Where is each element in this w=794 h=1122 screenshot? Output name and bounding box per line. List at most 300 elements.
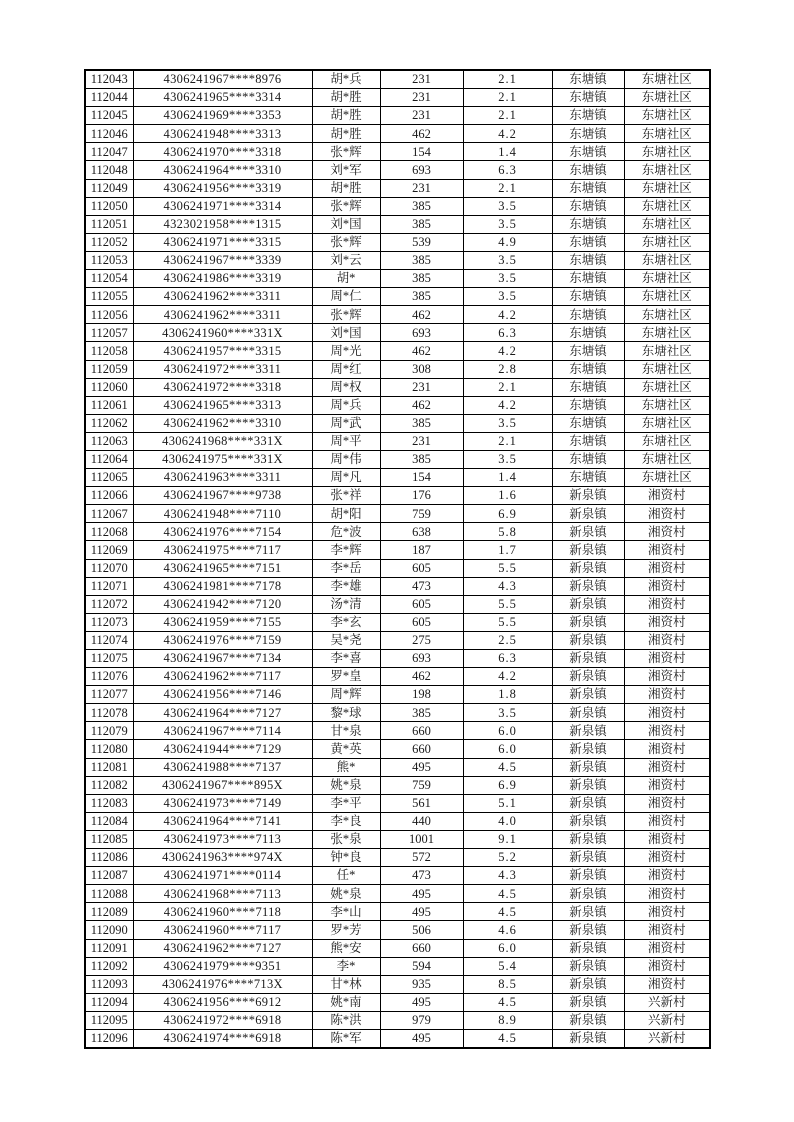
cell-rate: 2.8	[463, 360, 552, 378]
cell-amount: 462	[380, 342, 463, 360]
cell-amount: 231	[380, 107, 463, 125]
cell-serial-number: 112070	[85, 559, 133, 577]
table-row	[85, 360, 710, 378]
cell-serial-number: 112065	[85, 469, 133, 487]
table-row	[85, 993, 710, 1011]
cell-village: 东塘社区	[624, 324, 710, 342]
cell-id-number-masked: 4306241957****3315	[133, 342, 312, 360]
table-row	[85, 740, 710, 758]
cell-amount: 231	[380, 432, 463, 450]
cell-rate: 6.3	[463, 650, 552, 668]
cell-id-number-masked: 4306241960****331X	[133, 324, 312, 342]
cell-name-masked: 张*辉	[312, 306, 380, 324]
cell-amount: 759	[380, 505, 463, 523]
table-row	[85, 89, 710, 107]
cell-rate: 5.1	[463, 794, 552, 812]
cell-town: 东塘镇	[552, 125, 624, 143]
cell-id-number-masked: 4306241972****3318	[133, 378, 312, 396]
cell-village: 东塘社区	[624, 432, 710, 450]
cell-rate: 4.5	[463, 993, 552, 1011]
cell-village: 湘资村	[624, 812, 710, 830]
table-row	[85, 849, 710, 867]
cell-id-number-masked: 4306241975****7117	[133, 541, 312, 559]
table-row	[85, 939, 710, 957]
table-row	[85, 722, 710, 740]
cell-amount: 935	[380, 975, 463, 993]
cell-amount: 275	[380, 631, 463, 649]
cell-town: 东塘镇	[552, 270, 624, 288]
table-row	[85, 432, 710, 450]
cell-town: 新泉镇	[552, 758, 624, 776]
cell-rate: 4.5	[463, 758, 552, 776]
table-row	[85, 613, 710, 631]
cell-rate: 4.3	[463, 577, 552, 595]
cell-serial-number: 112059	[85, 360, 133, 378]
cell-town: 新泉镇	[552, 487, 624, 505]
cell-amount: 979	[380, 1011, 463, 1029]
cell-id-number-masked: 4306241976****7159	[133, 631, 312, 649]
cell-serial-number: 112056	[85, 306, 133, 324]
cell-id-number-masked: 4306241964****3310	[133, 161, 312, 179]
cell-id-number-masked: 4306241969****3353	[133, 107, 312, 125]
cell-amount: 495	[380, 758, 463, 776]
cell-town: 新泉镇	[552, 686, 624, 704]
table-row	[85, 704, 710, 722]
cell-name-masked: 周*权	[312, 378, 380, 396]
cell-town: 东塘镇	[552, 215, 624, 233]
cell-amount: 385	[380, 270, 463, 288]
cell-name-masked: 甘*泉	[312, 722, 380, 740]
cell-rate: 5.5	[463, 559, 552, 577]
cell-town: 新泉镇	[552, 505, 624, 523]
cell-rate: 6.0	[463, 740, 552, 758]
cell-rate: 2.5	[463, 631, 552, 649]
cell-amount: 561	[380, 794, 463, 812]
cell-rate: 1.4	[463, 143, 552, 161]
cell-town: 新泉镇	[552, 1011, 624, 1029]
cell-village: 湘资村	[624, 686, 710, 704]
cell-town: 东塘镇	[552, 70, 624, 89]
cell-rate: 5.2	[463, 849, 552, 867]
cell-name-masked: 黎*球	[312, 704, 380, 722]
cell-serial-number: 112095	[85, 1011, 133, 1029]
cell-amount: 660	[380, 939, 463, 957]
cell-rate: 2.1	[463, 179, 552, 197]
cell-rate: 8.5	[463, 975, 552, 993]
table-row	[85, 251, 710, 269]
cell-serial-number: 112051	[85, 215, 133, 233]
table-row	[85, 975, 710, 993]
table-row	[85, 686, 710, 704]
cell-amount: 385	[380, 704, 463, 722]
cell-village: 东塘社区	[624, 233, 710, 251]
cell-village: 湘资村	[624, 957, 710, 975]
cell-village: 湘资村	[624, 903, 710, 921]
cell-town: 新泉镇	[552, 830, 624, 848]
cell-amount: 231	[380, 179, 463, 197]
cell-town: 东塘镇	[552, 342, 624, 360]
cell-town: 东塘镇	[552, 143, 624, 161]
cell-amount: 473	[380, 577, 463, 595]
cell-rate: 2.1	[463, 378, 552, 396]
cell-id-number-masked: 4306241968****7113	[133, 885, 312, 903]
cell-id-number-masked: 4306241970****3318	[133, 143, 312, 161]
cell-village: 东塘社区	[624, 396, 710, 414]
cell-id-number-masked: 4306241948****7110	[133, 505, 312, 523]
cell-serial-number: 112075	[85, 650, 133, 668]
cell-village: 东塘社区	[624, 288, 710, 306]
cell-serial-number: 112081	[85, 758, 133, 776]
cell-town: 新泉镇	[552, 903, 624, 921]
cell-village: 湘资村	[624, 541, 710, 559]
cell-amount: 385	[380, 251, 463, 269]
cell-name-masked: 李*玄	[312, 613, 380, 631]
cell-id-number-masked: 4306241948****3313	[133, 125, 312, 143]
cell-id-number-masked: 4306241956****7146	[133, 686, 312, 704]
cell-name-masked: 熊*	[312, 758, 380, 776]
table-row	[85, 342, 710, 360]
cell-name-masked: 胡*胜	[312, 89, 380, 107]
cell-village: 湘资村	[624, 794, 710, 812]
cell-amount: 572	[380, 849, 463, 867]
cell-village: 湘资村	[624, 704, 710, 722]
cell-serial-number: 112050	[85, 197, 133, 215]
cell-town: 新泉镇	[552, 812, 624, 830]
cell-rate: 3.5	[463, 450, 552, 468]
cell-village: 湘资村	[624, 631, 710, 649]
cell-name-masked: 李*雄	[312, 577, 380, 595]
cell-serial-number: 112063	[85, 432, 133, 450]
cell-id-number-masked: 4306241973****7149	[133, 794, 312, 812]
cell-id-number-masked: 4306241986****3319	[133, 270, 312, 288]
cell-name-masked: 李*喜	[312, 650, 380, 668]
cell-village: 东塘社区	[624, 89, 710, 107]
cell-village: 湘资村	[624, 650, 710, 668]
cell-name-masked: 张*辉	[312, 233, 380, 251]
cell-serial-number: 112078	[85, 704, 133, 722]
cell-name-masked: 周*仁	[312, 288, 380, 306]
cell-town: 新泉镇	[552, 885, 624, 903]
cell-serial-number: 112091	[85, 939, 133, 957]
table-row	[85, 595, 710, 613]
cell-rate: 1.6	[463, 487, 552, 505]
cell-id-number-masked: 4306241976****7154	[133, 523, 312, 541]
cell-name-masked: 李*	[312, 957, 380, 975]
cell-id-number-masked: 4306241965****7151	[133, 559, 312, 577]
cell-id-number-masked: 4306241976****713X	[133, 975, 312, 993]
cell-amount: 495	[380, 885, 463, 903]
cell-rate: 1.8	[463, 686, 552, 704]
cell-name-masked: 汤*清	[312, 595, 380, 613]
cell-name-masked: 周*红	[312, 360, 380, 378]
cell-town: 新泉镇	[552, 722, 624, 740]
cell-id-number-masked: 4306241967****7114	[133, 722, 312, 740]
cell-name-masked: 胡*胜	[312, 125, 380, 143]
cell-village: 湘资村	[624, 577, 710, 595]
cell-town: 新泉镇	[552, 849, 624, 867]
table-row	[85, 505, 710, 523]
cell-serial-number: 112061	[85, 396, 133, 414]
table-row	[85, 324, 710, 342]
cell-rate: 3.5	[463, 414, 552, 432]
table-row	[85, 921, 710, 939]
cell-serial-number: 112089	[85, 903, 133, 921]
cell-town: 东塘镇	[552, 469, 624, 487]
cell-serial-number: 112048	[85, 161, 133, 179]
cell-village: 兴新村	[624, 1011, 710, 1029]
cell-amount: 506	[380, 921, 463, 939]
cell-serial-number: 112079	[85, 722, 133, 740]
cell-town: 新泉镇	[552, 1029, 624, 1048]
cell-amount: 154	[380, 143, 463, 161]
cell-name-masked: 罗*芳	[312, 921, 380, 939]
table-row	[85, 396, 710, 414]
cell-town: 东塘镇	[552, 396, 624, 414]
cell-village: 湘资村	[624, 830, 710, 848]
cell-serial-number: 112088	[85, 885, 133, 903]
cell-name-masked: 姚*泉	[312, 885, 380, 903]
cell-rate: 6.0	[463, 722, 552, 740]
cell-town: 新泉镇	[552, 541, 624, 559]
cell-serial-number: 112054	[85, 270, 133, 288]
cell-town: 新泉镇	[552, 577, 624, 595]
cell-amount: 154	[380, 469, 463, 487]
table-row	[85, 559, 710, 577]
cell-rate: 4.2	[463, 396, 552, 414]
cell-serial-number: 112096	[85, 1029, 133, 1048]
cell-amount: 495	[380, 993, 463, 1011]
cell-amount: 693	[380, 324, 463, 342]
cell-id-number-masked: 4306241972****6918	[133, 1011, 312, 1029]
cell-rate: 2.1	[463, 70, 552, 89]
cell-rate: 2.1	[463, 432, 552, 450]
cell-serial-number: 112043	[85, 70, 133, 89]
cell-name-masked: 吴*尧	[312, 631, 380, 649]
cell-town: 东塘镇	[552, 432, 624, 450]
cell-village: 湘资村	[624, 885, 710, 903]
cell-rate: 6.9	[463, 776, 552, 794]
cell-town: 东塘镇	[552, 233, 624, 251]
cell-id-number-masked: 4306241965****3314	[133, 89, 312, 107]
cell-village: 兴新村	[624, 993, 710, 1011]
cell-id-number-masked: 4306241967****3339	[133, 251, 312, 269]
cell-town: 新泉镇	[552, 794, 624, 812]
cell-village: 东塘社区	[624, 143, 710, 161]
table-row	[85, 903, 710, 921]
cell-id-number-masked: 4306241967****895X	[133, 776, 312, 794]
cell-amount: 660	[380, 722, 463, 740]
table-body	[85, 70, 710, 1048]
cell-town: 新泉镇	[552, 559, 624, 577]
table-row	[85, 1029, 710, 1048]
cell-village: 湘资村	[624, 939, 710, 957]
cell-town: 新泉镇	[552, 650, 624, 668]
cell-name-masked: 甘*林	[312, 975, 380, 993]
cell-name-masked: 胡*胜	[312, 107, 380, 125]
cell-name-masked: 李*辉	[312, 541, 380, 559]
cell-town: 东塘镇	[552, 324, 624, 342]
table-row	[85, 197, 710, 215]
cell-name-masked: 熊*安	[312, 939, 380, 957]
cell-id-number-masked: 4306241962****3311	[133, 306, 312, 324]
table-row	[85, 776, 710, 794]
cell-rate: 4.9	[463, 233, 552, 251]
cell-id-number-masked: 4323021958****1315	[133, 215, 312, 233]
cell-serial-number: 112073	[85, 613, 133, 631]
cell-amount: 462	[380, 396, 463, 414]
cell-serial-number: 112085	[85, 830, 133, 848]
cell-name-masked: 罗*皇	[312, 668, 380, 686]
cell-amount: 198	[380, 686, 463, 704]
cell-village: 湘资村	[624, 595, 710, 613]
cell-amount: 605	[380, 559, 463, 577]
cell-amount: 176	[380, 487, 463, 505]
cell-name-masked: 张*泉	[312, 830, 380, 848]
cell-town: 东塘镇	[552, 107, 624, 125]
cell-name-masked: 任*	[312, 867, 380, 885]
cell-serial-number: 112053	[85, 251, 133, 269]
table-row	[85, 523, 710, 541]
cell-id-number-masked: 4306241964****7141	[133, 812, 312, 830]
cell-id-number-masked: 4306241968****331X	[133, 432, 312, 450]
table-row	[85, 867, 710, 885]
cell-id-number-masked: 4306241971****3314	[133, 197, 312, 215]
cell-rate: 3.5	[463, 197, 552, 215]
cell-name-masked: 李*岳	[312, 559, 380, 577]
cell-village: 湘资村	[624, 921, 710, 939]
cell-id-number-masked: 4306241971****0114	[133, 867, 312, 885]
cell-rate: 6.3	[463, 161, 552, 179]
cell-village: 湘资村	[624, 758, 710, 776]
table-row	[85, 668, 710, 686]
table-row	[85, 179, 710, 197]
cell-serial-number: 112067	[85, 505, 133, 523]
cell-id-number-masked: 4306241988****7137	[133, 758, 312, 776]
cell-town: 东塘镇	[552, 306, 624, 324]
cell-rate: 4.0	[463, 812, 552, 830]
cell-id-number-masked: 4306241975****331X	[133, 450, 312, 468]
table-row	[85, 830, 710, 848]
cell-serial-number: 112058	[85, 342, 133, 360]
cell-rate: 3.5	[463, 270, 552, 288]
cell-amount: 693	[380, 650, 463, 668]
cell-rate: 8.9	[463, 1011, 552, 1029]
cell-amount: 759	[380, 776, 463, 794]
cell-serial-number: 112055	[85, 288, 133, 306]
cell-town: 新泉镇	[552, 957, 624, 975]
cell-id-number-masked: 4306241971****3315	[133, 233, 312, 251]
cell-town: 新泉镇	[552, 867, 624, 885]
cell-town: 新泉镇	[552, 740, 624, 758]
cell-amount: 385	[380, 288, 463, 306]
cell-amount: 462	[380, 125, 463, 143]
cell-amount: 495	[380, 903, 463, 921]
cell-name-masked: 张*辉	[312, 143, 380, 161]
cell-serial-number: 112086	[85, 849, 133, 867]
cell-serial-number: 112074	[85, 631, 133, 649]
cell-village: 东塘社区	[624, 215, 710, 233]
cell-id-number-masked: 4306241962****7127	[133, 939, 312, 957]
cell-rate: 1.7	[463, 541, 552, 559]
cell-village: 湘资村	[624, 505, 710, 523]
cell-id-number-masked: 4306241973****7113	[133, 830, 312, 848]
cell-rate: 5.5	[463, 595, 552, 613]
cell-village: 东塘社区	[624, 306, 710, 324]
cell-town: 东塘镇	[552, 179, 624, 197]
cell-village: 东塘社区	[624, 179, 710, 197]
cell-id-number-masked: 4306241967****9738	[133, 487, 312, 505]
cell-serial-number: 112047	[85, 143, 133, 161]
cell-name-masked: 周*兵	[312, 396, 380, 414]
cell-id-number-masked: 4306241981****7178	[133, 577, 312, 595]
cell-amount: 231	[380, 70, 463, 89]
table-row	[85, 577, 710, 595]
cell-village: 东塘社区	[624, 360, 710, 378]
cell-name-masked: 张*辉	[312, 197, 380, 215]
cell-village: 湘资村	[624, 523, 710, 541]
cell-serial-number: 112087	[85, 867, 133, 885]
cell-village: 东塘社区	[624, 251, 710, 269]
cell-rate: 5.5	[463, 613, 552, 631]
cell-town: 新泉镇	[552, 523, 624, 541]
cell-id-number-masked: 4306241963****3311	[133, 469, 312, 487]
cell-amount: 605	[380, 613, 463, 631]
cell-village: 东塘社区	[624, 414, 710, 432]
cell-amount: 187	[380, 541, 463, 559]
cell-serial-number: 112069	[85, 541, 133, 559]
cell-serial-number: 112072	[85, 595, 133, 613]
cell-town: 新泉镇	[552, 776, 624, 794]
cell-serial-number: 112045	[85, 107, 133, 125]
cell-id-number-masked: 4306241965****3313	[133, 396, 312, 414]
cell-name-masked: 刘*国	[312, 324, 380, 342]
cell-id-number-masked: 4306241974****6918	[133, 1029, 312, 1048]
cell-village: 湘资村	[624, 975, 710, 993]
cell-serial-number: 112057	[85, 324, 133, 342]
table-row	[85, 487, 710, 505]
cell-id-number-masked: 4306241960****7118	[133, 903, 312, 921]
cell-id-number-masked: 4306241962****3310	[133, 414, 312, 432]
table-row	[85, 885, 710, 903]
cell-id-number-masked: 4306241962****3311	[133, 288, 312, 306]
cell-name-masked: 黄*英	[312, 740, 380, 758]
cell-name-masked: 张*祥	[312, 487, 380, 505]
cell-town: 新泉镇	[552, 613, 624, 631]
table-row	[85, 450, 710, 468]
cell-town: 新泉镇	[552, 704, 624, 722]
cell-town: 东塘镇	[552, 89, 624, 107]
cell-id-number-masked: 4306241967****7134	[133, 650, 312, 668]
cell-amount: 385	[380, 414, 463, 432]
cell-amount: 605	[380, 595, 463, 613]
cell-village: 湘资村	[624, 487, 710, 505]
cell-amount: 473	[380, 867, 463, 885]
cell-name-masked: 胡*	[312, 270, 380, 288]
cell-town: 新泉镇	[552, 921, 624, 939]
cell-rate: 4.2	[463, 342, 552, 360]
cell-village: 东塘社区	[624, 450, 710, 468]
cell-village: 东塘社区	[624, 197, 710, 215]
cell-id-number-masked: 4306241964****7127	[133, 704, 312, 722]
cell-amount: 495	[380, 1029, 463, 1048]
cell-amount: 385	[380, 450, 463, 468]
cell-name-masked: 胡*兵	[312, 70, 380, 89]
cell-rate: 3.5	[463, 288, 552, 306]
cell-rate: 6.0	[463, 939, 552, 957]
table-row	[85, 288, 710, 306]
cell-id-number-masked: 4306241972****3311	[133, 360, 312, 378]
cell-name-masked: 刘*军	[312, 161, 380, 179]
